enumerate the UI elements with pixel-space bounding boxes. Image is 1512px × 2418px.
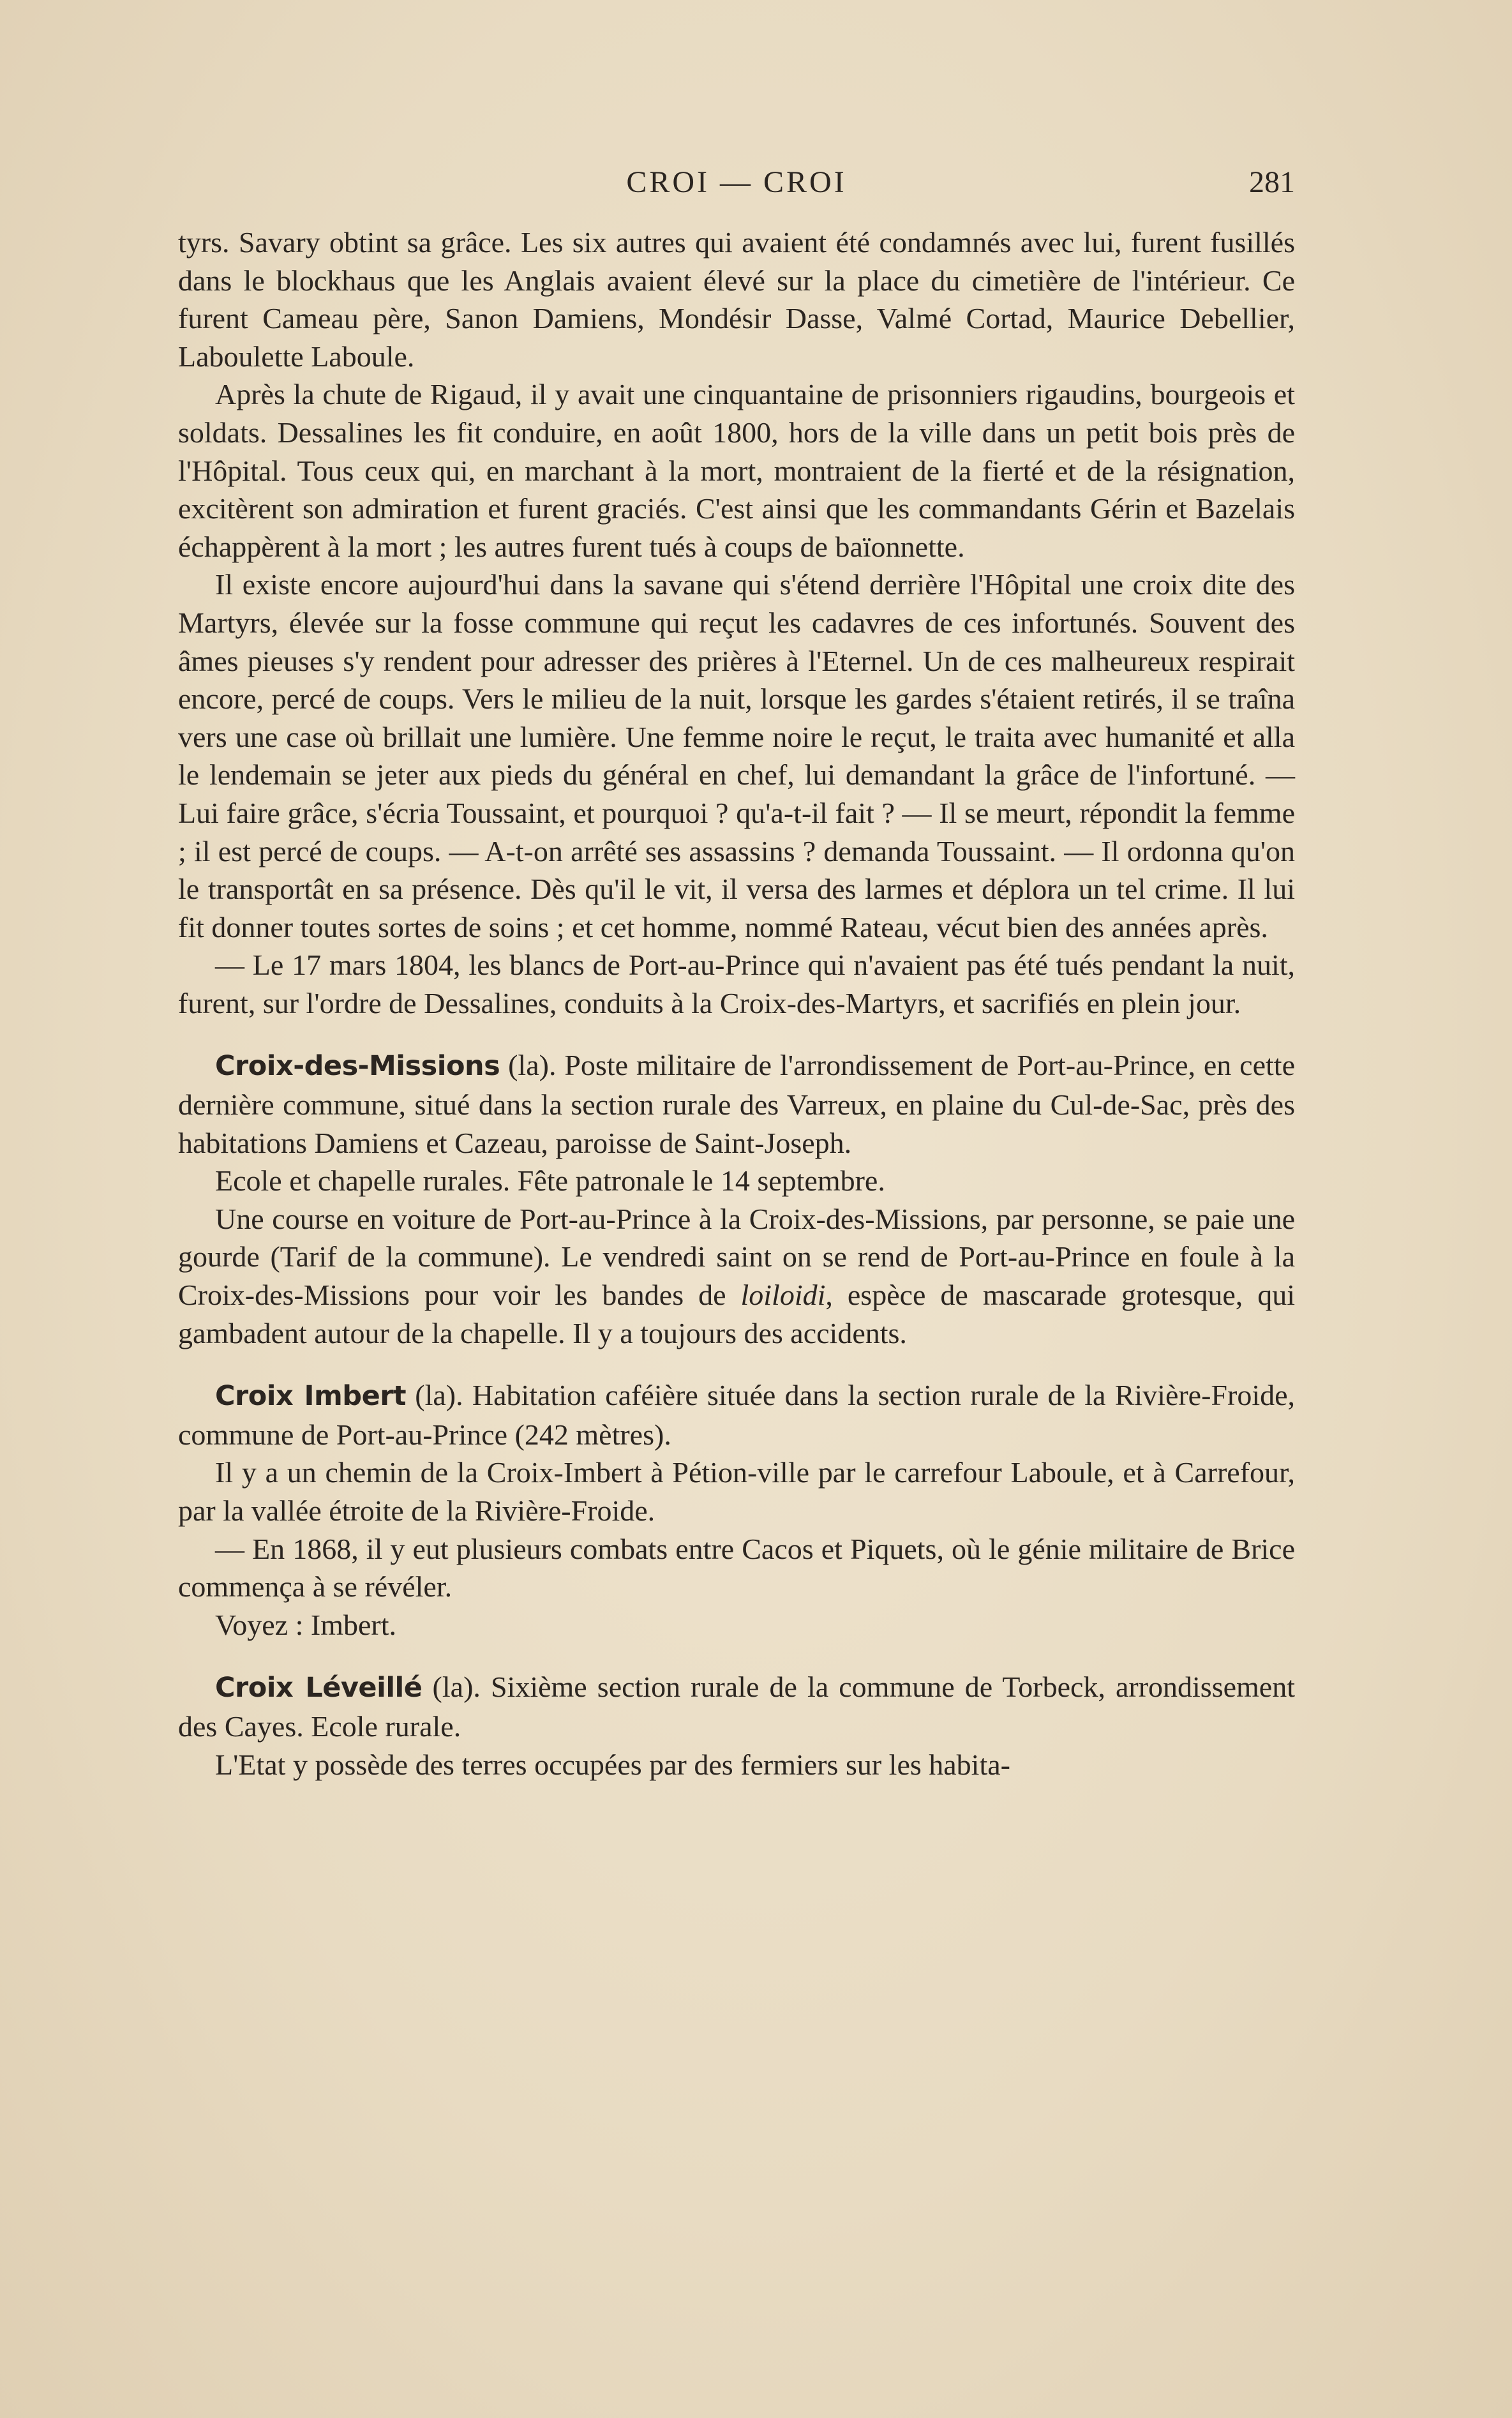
paragraph-1804: — Le 17 mars 1804, les blancs de Port-au-Prince qui n'avaient pas été tués pendant la nuit, furent, sur l'ordre de Dessalines, conduits à la Croix-des-Martyrs, et sacrifiés en plein jour. [178, 949, 1295, 1019]
paragraph-continuation: tyrs. Savary obtint sa grâce. Les six autres qui avaient été condamnés avec lui, furent fusillés dans le blockhaus que les Anglais avaient élevé sur la place du cimetière de l'intérieur. Ce furent Cameau père, Sanon Damiens, Mondésir Dasse, Valmé Cortad, Maurice Debellier, Laboulette Laboule. [178, 226, 1295, 373]
running-title: CROI — CROI [626, 165, 847, 199]
entry-paragraph: Voyez : Imbert. [215, 1608, 397, 1641]
entry-title: Croix Léveillé [215, 1672, 423, 1704]
entry-text: Une course en voiture de Port-au-Prince à la Croix-des-Missions, par personne, se paie une gourde (Tarif de la commune). Le vendredi saint on se rend de Port-au-Prince en foule à la Croix-des-Missions pour voir les bandes de [178, 1202, 1295, 1312]
entry-title: Croix Imbert [215, 1380, 407, 1413]
entry-article: (la). [415, 1379, 463, 1412]
page-number: 281 [1249, 165, 1295, 199]
entry-paragraph: — En 1868, il y eut plusieurs combats entre Cacos et Piquets, où le génie militaire de Brice commença à se révéler. [178, 1532, 1295, 1603]
entry-paragraph [178, 1200, 1295, 1352]
italic-term: loiloidi [740, 1279, 826, 1312]
entry-text: , espèce de mascarade grotesque, qui gambadent autour de la chapelle. Il y a toujours des accidents. [178, 1279, 1295, 1349]
paragraph-croix-martyrs: Il existe encore aujourd'hui dans la savane qui s'étend derrière l'Hôpital une croix dite des Martyrs, élevée sur la fosse commune qui reçut les cadavres de ces infortunés. Souvent des âmes pieuses s'y rendent pour adresser des prières à l'Eternel. Un de ces malheureux respirait encore, percé de coups. Vers le milieu de la nuit, lorsque les gardes s'étaient retirés, il se traîna vers une case où brillait une lumière. Une femme noire le reçut, le traita avec humanité et alla le lendemain se jeter aux pieds du général en chef, lui demandant la grâce de l'infortuné. — Lui faire grâce, s'écria Toussaint, et pourquoi ? qu'a-t-il fait ? — Il se meurt, répondit la femme ; il est percé de coups. — A-t-on arrêté ses assassins ? demanda Toussaint. — Il ordonna qu'on le transportât en sa présence. Dès qu'il le vit, il versa des larmes et déplora un tel crime. Il lui fit donner toutes sortes de soins ; et cet homme, nommé Rateau, vécut bien des années après. [178, 568, 1295, 943]
body-text [178, 223, 1295, 1783]
entry-article: (la). [508, 1049, 557, 1082]
page-header [178, 165, 1295, 209]
entry-croix-imbert [178, 1376, 1295, 1453]
entry-paragraph: Il y a un chemin de la Croix-Imbert à Pétion-ville par le carrefour Laboule, et à Carrefour, par la vallée étroite de la Rivière-Froide. [178, 1456, 1295, 1527]
entry-paragraph: Ecole et chapelle rurales. Fête patronale le 14 septembre. [215, 1164, 885, 1198]
entry-text: Habitation caféière située dans la section rurale de la Rivière-Froide, commune de Port-au-Prince (242 mètres). [178, 1379, 1296, 1451]
entry-croix-leveille [178, 1668, 1295, 1745]
entry-paragraph: L'Etat y possède des terres occupées par des fermiers sur les habita- [215, 1748, 1010, 1781]
entry-croix-des-missions [178, 1046, 1295, 1162]
entry-text: Sixième section rurale de la commune de Torbeck, arrondissement des Cayes. Ecole rurale. [178, 1671, 1296, 1743]
entry-title: Croix-des-Missions [215, 1050, 500, 1083]
entry-text: Poste militaire de l'arrondissement de Port-au-Prince, en cette dernière commune, situé dans la section rurale des Varreux, en plaine du Cul-de-Sac, près des habitations Damiens et Cazeau, paroisse de Saint-Joseph. [178, 1049, 1295, 1159]
paragraph-rigaud: Après la chute de Rigaud, il y avait une cinquantaine de prisonniers rigaudins, bourgeois et soldats. Dessalines les fit conduire, en août 1800, hors de la ville dans un petit bois près de l'Hôpital. Tous ceux qui, en marchant à la mort, montraient de la fierté et de la résignation, excitèrent son admiration et furent graciés. C'est ainsi que les commandants Gérin et Bazelais échappèrent à la mort ; les autres furent tués à coups de baïonnette. [178, 378, 1295, 563]
entry-article: (la). [432, 1671, 481, 1704]
